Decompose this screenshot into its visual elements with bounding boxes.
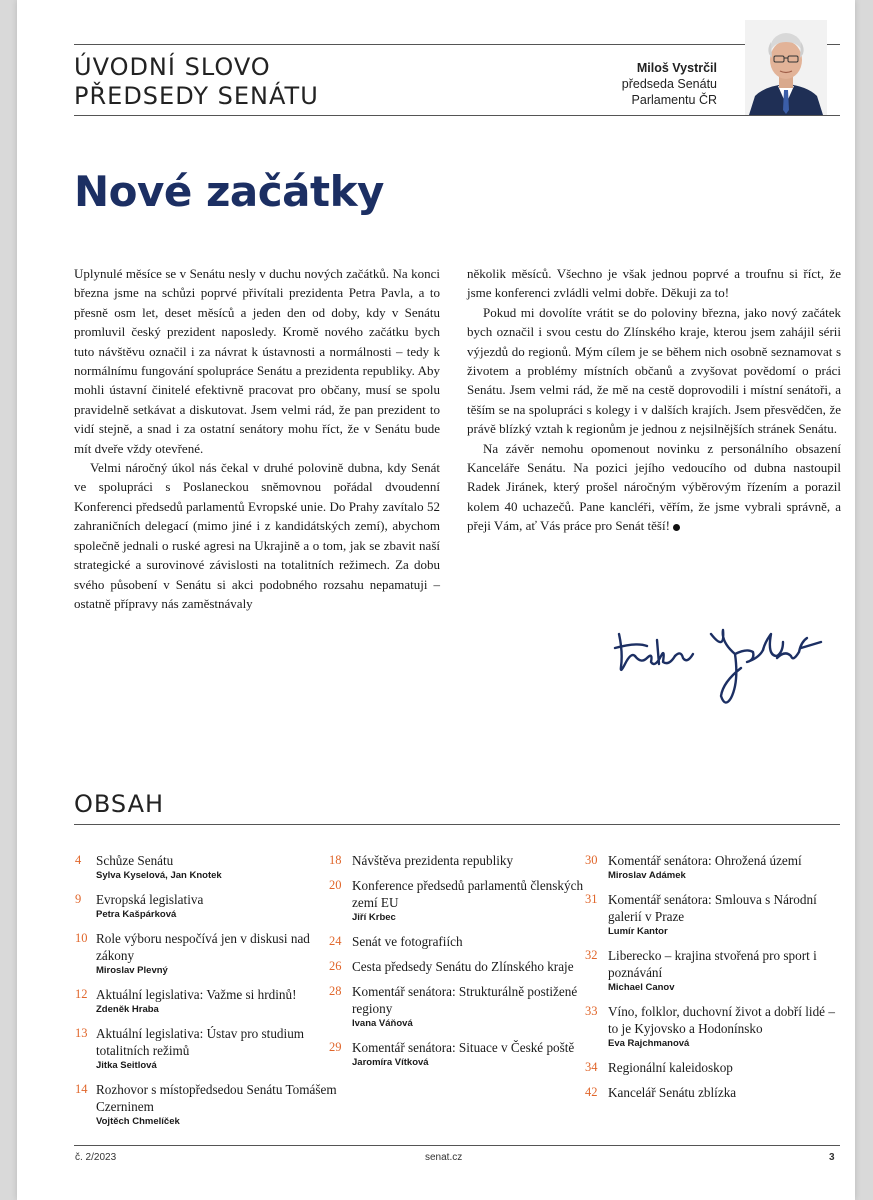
toc-item-title: Schůze Senátu bbox=[96, 853, 174, 868]
toc-item-title: Víno, folklor, duchovní život a dobří lidé – to je Kyjovsko a Hodonínsko bbox=[608, 1004, 835, 1036]
toc-item-title: Role výboru nespočívá jen v diskusi nad zákony bbox=[96, 931, 310, 963]
toc-item-author: Lumír Kantor bbox=[608, 926, 668, 937]
toc-item[interactable] bbox=[75, 891, 345, 922]
toc-page-number: 9 bbox=[75, 892, 82, 906]
toc-page-number: 12 bbox=[75, 987, 88, 1001]
toc-item[interactable] bbox=[585, 1059, 840, 1076]
toc-item-author: Petra Kašpárková bbox=[96, 909, 177, 920]
toc-item[interactable] bbox=[75, 1025, 345, 1073]
article-paragraph-last bbox=[467, 439, 841, 536]
toc-item-title: Cesta předsedy Senátu do Zlínského kraje bbox=[352, 959, 574, 974]
toc-item-author: Jitka Seitlová bbox=[96, 1060, 157, 1071]
toc-item-title: Aktuální legislativa: Važme si hrdinů! bbox=[96, 987, 297, 1002]
toc-page-number: 10 bbox=[75, 931, 88, 945]
toc-item-title: Senát ve fotografiích bbox=[352, 934, 463, 949]
toc-item[interactable] bbox=[585, 947, 840, 995]
magazine-page bbox=[17, 0, 855, 1200]
toc-item-title: Liberecko – krajina stvořená pro sport i poznávání bbox=[608, 948, 817, 980]
header-bottom-rule bbox=[74, 115, 840, 116]
toc-item-author: Vojtěch Chmelíček bbox=[96, 1116, 180, 1127]
author-box bbox=[577, 60, 717, 108]
toc-item-title: Návštěva prezidenta republiky bbox=[352, 853, 514, 868]
toc-item-author: Sylva Kyselová, Jan Knotek bbox=[96, 870, 222, 881]
toc-column-3 bbox=[585, 852, 840, 1109]
section-title-line1: ÚVODNÍ SLOVO bbox=[74, 53, 271, 81]
toc-item-title: Konference předsedů parlamentů členských zemí EU bbox=[352, 878, 584, 910]
toc-item[interactable] bbox=[75, 986, 345, 1017]
issue-number: č. 2/2023 bbox=[75, 1152, 117, 1163]
toc-item-author: Miroslav Adámek bbox=[608, 870, 686, 881]
toc-page-number: 24 bbox=[329, 934, 342, 948]
article-paragraph: několik měsíců. Všechno je však jednou poprvé a troufnu si říct, že jsme konferenci zvládli velmi dobře. Děkuji za to! bbox=[467, 266, 841, 301]
toc-item-title: Regionální kaleidoskop bbox=[608, 1060, 733, 1075]
toc-item-title: Kancelář Senátu zblízka bbox=[608, 1085, 737, 1100]
section-title bbox=[74, 53, 319, 111]
toc-rule bbox=[74, 824, 840, 825]
toc-page-number: 13 bbox=[75, 1026, 88, 1040]
toc-item-author: Jiří Krbec bbox=[352, 912, 396, 923]
toc-item[interactable] bbox=[585, 1084, 840, 1101]
website-link[interactable]: senat.cz bbox=[425, 1152, 463, 1163]
toc-item-title: Rozhovor s místopředsedou Senátu Tomášem Czerninem bbox=[96, 1082, 337, 1114]
toc-item[interactable] bbox=[585, 891, 840, 939]
toc-item-author: Zdeněk Hraba bbox=[96, 1004, 159, 1015]
article-paragraph-text: Na závěr nemohu opomenout novinku z personálního obsazení Kanceláře Senátu. Na pozici jejího vedoucího od dubna nastoupil Radek Jiránek, který prošel náročným výběrovým řízením a porazil kolem 40 uchazečů. Pane kancléři, věřím, že jsme vybrali správně, a přeji Vám, ať Vás práce pro Senát těší! bbox=[467, 440, 841, 534]
toc-column-2 bbox=[329, 852, 584, 1078]
top-rule bbox=[74, 44, 840, 45]
toc-page-number: 20 bbox=[329, 878, 342, 892]
author-role-line1: předseda Senátu bbox=[621, 77, 717, 91]
toc-item-title: Komentář senátora: Strukturálně postižené regiony bbox=[352, 984, 578, 1016]
toc-item-title: Komentář senátora: Situace v České poště bbox=[352, 1040, 575, 1055]
toc-item-title: Komentář senátora: Smlouva s Národní galerií v Praze bbox=[608, 892, 817, 924]
page-number: 3 bbox=[829, 1152, 835, 1163]
toc-item-title: Aktuální legislativa: Ústav pro studium totalitních režimů bbox=[96, 1026, 305, 1058]
author-role-line2: Parlamentu ČR bbox=[631, 93, 717, 107]
toc-page-number: 30 bbox=[585, 853, 598, 867]
toc-page-number: 34 bbox=[585, 1060, 598, 1074]
toc-item[interactable] bbox=[585, 852, 840, 883]
toc-item[interactable] bbox=[585, 1003, 840, 1051]
signature bbox=[607, 612, 827, 712]
toc-column-1 bbox=[75, 852, 345, 1137]
toc-item[interactable] bbox=[329, 852, 584, 869]
toc-item-author: Jaromíra Vítková bbox=[352, 1057, 429, 1068]
toc-item[interactable] bbox=[75, 930, 345, 978]
toc-page-number: 28 bbox=[329, 984, 342, 998]
toc-page-number: 14 bbox=[75, 1082, 88, 1096]
toc-item-author: Michael Canov bbox=[608, 982, 675, 993]
toc-page-number: 42 bbox=[585, 1085, 598, 1099]
toc-page-number: 31 bbox=[585, 892, 598, 906]
end-mark-icon bbox=[673, 524, 680, 531]
toc-page-number: 18 bbox=[329, 853, 342, 867]
toc-page-number: 29 bbox=[329, 1040, 342, 1054]
article-title: Nové začátky bbox=[74, 167, 384, 216]
article-paragraph: Uplynulé měsíce se v Senátu nesly v duchu nových začátků. Na konci března jsme na schůzi poprvé přivítali prezidenta Petra Pavla, a to přesně osm let, deset měsíců a jeden den od doby, kdy v Senátu promluvil český prezident naposledy. Kromě nového začátku bych tuto návštěvu označil i za návrat k ústavnosti a normálnosti – tedy k normálnímu fungování spolupráce Senátu a prezidenta republiky. Aby mohli ústavní činitelé efektivně pracovat pro občany, musí se spolu pravidelně setkávat a diskutovat. Jsem velmi rád, že pan prezident to vidí stejně, a snad i za ostatní senátory mohu říct, že v Senátu bude mít dveře vždy otevřené. bbox=[74, 266, 440, 456]
toc-item[interactable] bbox=[329, 958, 584, 975]
author-name: Miloš Vystrčil bbox=[636, 61, 717, 75]
article-paragraph: Pokud mi dovolíte vrátit se do poloviny března, jako nový začátek bych označil i svou cestu do Zlínského kraje, kterou jsem zahájil sérii výjezdů do regionů. Mým cílem je se během nich osobně seznamovat s životem a problémy místních občanů a zvyšovat povědomí o práci Senátu. Jsem velmi rád, že mě na cestě doprovodili i místní senátoři, a těším se na spolupráci s kolegy i v dalších krajích. Jsem přesvědčen, že právě blízký vztah k regionům je jednou z nejsilnějších stránek Senátu. bbox=[467, 304, 841, 437]
toc-item[interactable] bbox=[75, 852, 345, 883]
toc-page-number: 26 bbox=[329, 959, 342, 973]
footer-rule bbox=[74, 1145, 840, 1146]
article-paragraph: Velmi náročný úkol nás čekal v druhé polovině dubna, kdy Senát ve spolupráci s Poslaneckou sněmovnou pořádal dvoudenní Konferenci předsedů parlamentů Evropské unie. Do Prahy zavítalo 52 zahraničních delegací (mimo jiné i z kandidátských zemí), abychom společně jednali o ruské agresi na Ukrajině a o tom, jak se zbavit naší strategické a surovinové závislosti na totalitních režimech. Za dobu svého působení v Senátu si akci podobného rozsahu nepamatuji – ostatně přípravy nás zaměstnávaly bbox=[74, 460, 440, 611]
article-column-right bbox=[467, 264, 841, 536]
article-column-left bbox=[74, 264, 440, 613]
author-photo bbox=[745, 20, 827, 115]
toc-item[interactable] bbox=[329, 1039, 584, 1070]
toc-item-title: Komentář senátora: Ohrožená území bbox=[608, 853, 802, 868]
toc-item-author: Ivana Váňová bbox=[352, 1018, 413, 1029]
toc-page-number: 33 bbox=[585, 1004, 598, 1018]
toc-title: OBSAH bbox=[74, 790, 165, 818]
toc-item-title: Evropská legislativa bbox=[96, 892, 204, 907]
toc-item[interactable] bbox=[329, 933, 584, 950]
toc-page-number: 4 bbox=[75, 853, 82, 867]
toc-item[interactable] bbox=[75, 1081, 345, 1129]
toc-item[interactable] bbox=[329, 983, 584, 1031]
section-title-line2: PŘEDSEDY SENÁTU bbox=[74, 82, 319, 110]
toc-item-author: Eva Rajchmanová bbox=[608, 1038, 690, 1049]
toc-item-author: Miroslav Plevný bbox=[96, 965, 168, 976]
toc-page-number: 32 bbox=[585, 948, 598, 962]
toc-item[interactable] bbox=[329, 877, 584, 925]
